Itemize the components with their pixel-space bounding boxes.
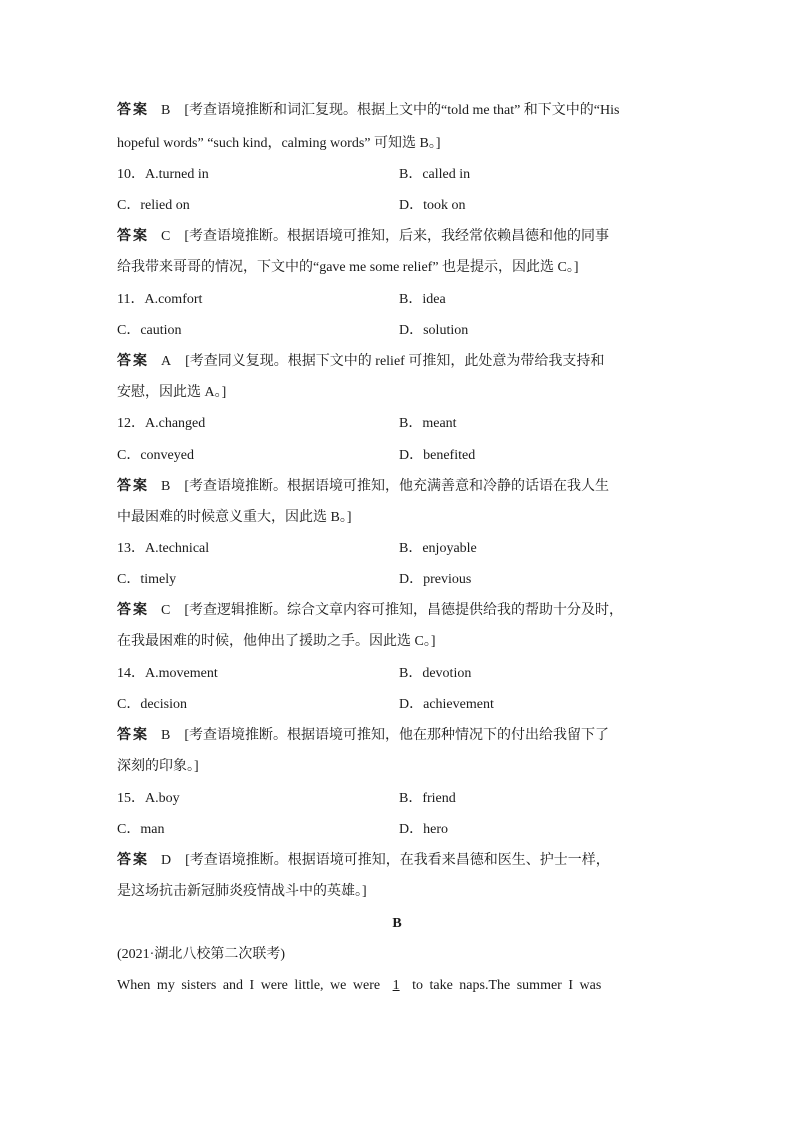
option-b: B．devotion: [399, 666, 472, 681]
q15-answer-line1: [117, 851, 677, 871]
q12-options-row2: [117, 446, 677, 466]
option-d: D．solution: [399, 323, 469, 338]
q15-answer-line2: 是这场抗击新冠肺炎疫情战斗中的英雄。]: [117, 884, 367, 899]
answer-explanation: [考查语境推断。根据语境可推知，后来，我经常依赖昌德和他的同事: [184, 229, 610, 244]
option-c: C．caution: [117, 323, 182, 338]
answer-explanation: [考查语境推断。根据语境可推知，在我看来昌德和医生、护士一样，: [185, 853, 610, 868]
answer-label: 答案: [117, 853, 149, 868]
option-b: B．idea: [399, 292, 446, 307]
q11-answer-line2: 安慰，因此选 A。]: [117, 385, 227, 400]
answer-letter: C: [161, 603, 171, 618]
option-c: C．decision: [117, 697, 187, 712]
option-b: B．enjoyable: [399, 541, 477, 556]
answer-explanation: [考查语境推断和词汇复现。根据上文中的“told me that” 和下文中的“His: [184, 103, 620, 118]
answer-label: 答案: [117, 479, 149, 494]
answer-letter: C: [161, 229, 171, 244]
option-a: 10．A.turned in: [117, 167, 209, 182]
q14-options-row1: [117, 664, 677, 684]
q14-answer-line2: 深刻的印象。]: [117, 759, 199, 774]
passage-first-line: [117, 976, 677, 996]
answer-letter: D: [161, 853, 172, 868]
passage-text-cont: to take naps.The summer I was: [405, 978, 602, 993]
option-c: C．conveyed: [117, 448, 194, 463]
option-c: C．man: [117, 822, 165, 837]
answer-label: 答案: [117, 728, 149, 743]
answer-label: 答案: [117, 229, 149, 244]
q13-options-row2: [117, 570, 677, 590]
q12-answer-line1: [117, 477, 677, 497]
answer-explanation: [考查语境推断。根据语境可推知，他充满善意和冷静的话语在我人生: [184, 479, 610, 494]
q15-options-row1: [117, 789, 677, 809]
answer-explanation: [考查同义复现。根据下文中的 relief 可推知，此处意为带给我支持和: [185, 354, 605, 369]
q14-options-row2: [117, 695, 677, 715]
answer-label: 答案: [117, 354, 149, 369]
option-c: C．timely: [117, 572, 177, 587]
q11-answer-line1: [117, 352, 677, 372]
answer-letter: A: [161, 354, 172, 369]
q10-options-row1: [117, 165, 677, 185]
option-a: 14．A.movement: [117, 666, 218, 681]
answer-explanation: [考查逻辑推断。综合文章内容可推知，昌德提供给我的帮助十分及时，: [184, 603, 624, 618]
q13-answer-line1: [117, 601, 677, 621]
answer-letter: B: [161, 479, 171, 494]
option-b: B．friend: [399, 791, 456, 806]
q15-options-row2: [117, 820, 677, 840]
q12-options-row1: [117, 414, 677, 434]
q10-options-row2: [117, 196, 677, 216]
option-d: D．previous: [399, 572, 472, 587]
q10-answer-line2: 给我带来哥哥的情况，下文中的“gave me some relief” 也是提示，因此选 C。]: [117, 260, 579, 275]
option-a: 12．A.changed: [117, 416, 206, 431]
q14-answer-line1: [117, 726, 677, 746]
section-title: B: [392, 916, 402, 931]
option-d: D．hero: [399, 822, 448, 837]
option-d: D．achievement: [399, 697, 494, 712]
option-d: D．took on: [399, 198, 466, 213]
option-c: C．relied on: [117, 198, 190, 213]
option-d: D．benefited: [399, 448, 476, 463]
answer-label: 答案: [117, 603, 149, 618]
section-source: (2021·湖北八校第二次联考): [117, 947, 285, 962]
option-a: 13．A.technical: [117, 541, 210, 556]
q11-options-row1: [117, 290, 677, 310]
q9-answer-line2: hopeful words” “such kind，calming words” 可知选 B。]: [117, 136, 441, 151]
q12-answer-line2: 中最困难的时候意义重大，因此选 B。]: [117, 510, 352, 525]
passage-text: When my sisters and I were little, we were: [117, 978, 387, 993]
option-b: B．meant: [399, 416, 457, 431]
answer-explanation: [考查语境推断。根据语境可推知，他在那种情况下的付出给我留下了: [184, 728, 610, 743]
blank-1: 1: [392, 978, 400, 993]
answer-letter: B: [161, 728, 171, 743]
answer-letter: B: [161, 103, 171, 118]
q11-options-row2: [117, 321, 677, 341]
q13-options-row1: [117, 539, 677, 559]
answer-label: 答案: [117, 103, 149, 118]
q9-answer-line1: [117, 101, 677, 121]
option-a: 11．A.comfort: [117, 292, 203, 307]
option-b: B．called in: [399, 167, 471, 182]
q10-answer-line1: [117, 227, 677, 247]
q13-answer-line2: 在我最困难的时候，他伸出了援助之手。因此选 C。]: [117, 634, 436, 649]
option-a: 15．A.boy: [117, 791, 180, 806]
